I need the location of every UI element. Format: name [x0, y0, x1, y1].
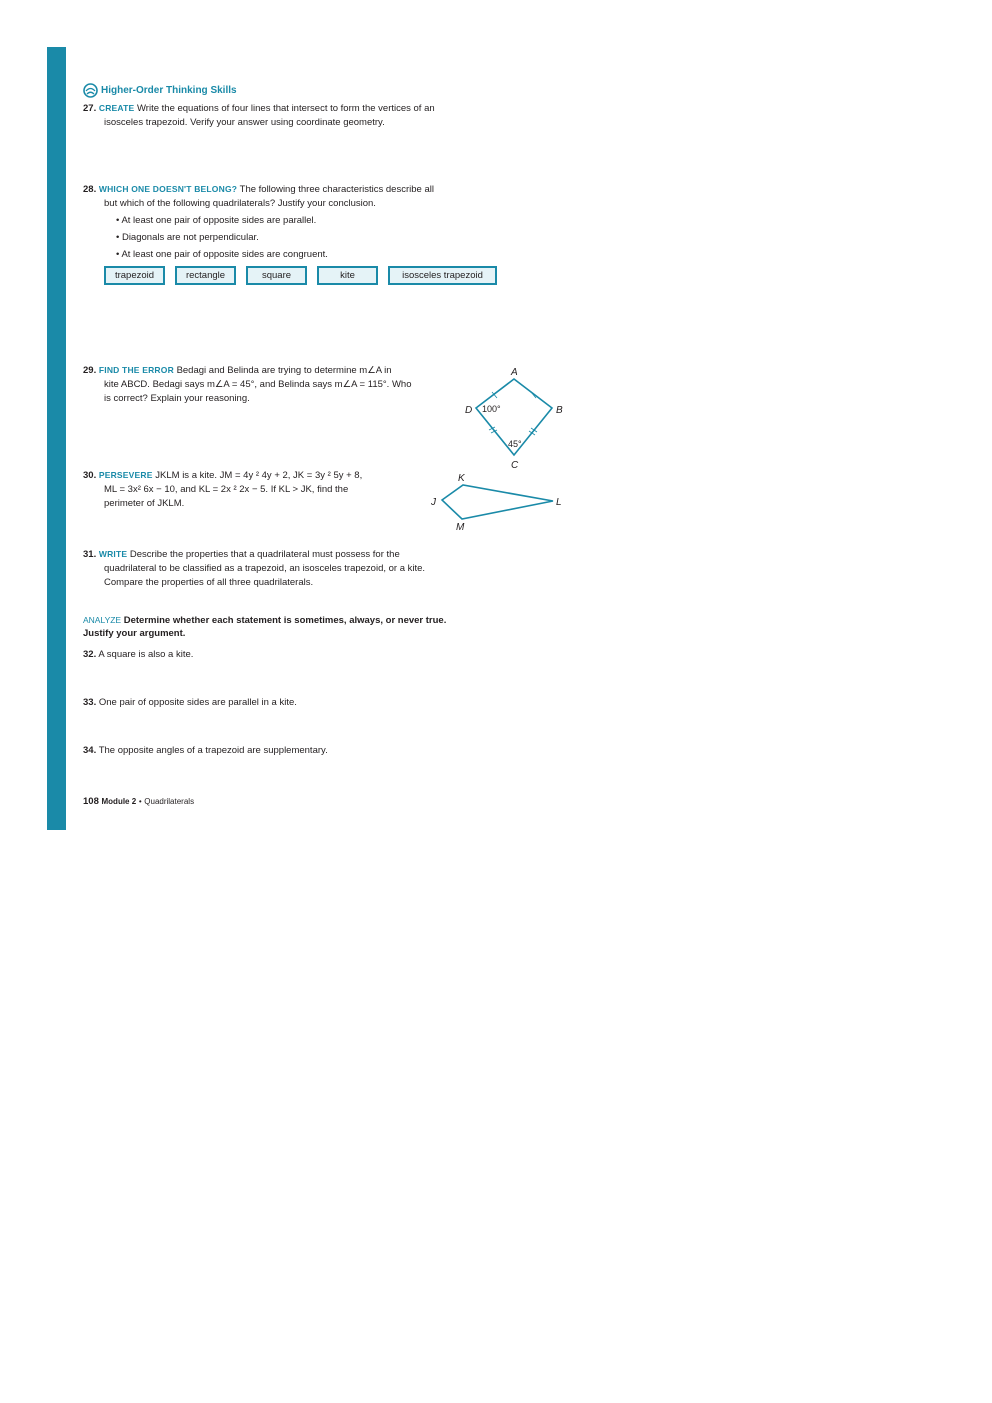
- kite-jklm-figure: [425, 470, 570, 536]
- vertex-c-label: C: [511, 460, 519, 471]
- question-text: is correct? Explain your reasoning.: [104, 393, 250, 404]
- question-number: 30.: [83, 470, 97, 481]
- question-27: [83, 101, 493, 130]
- question-text: JKLM is a kite. JM = 4y ² 4y + 2, JK = 3y ² 5y + 8,: [155, 470, 363, 481]
- question-text: One pair of opposite sides are parallel in a kite.: [98, 697, 297, 708]
- question-34: [83, 744, 493, 758]
- question-number: 34.: [83, 745, 97, 756]
- question-30: [83, 468, 443, 511]
- choice-trapezoid: trapezoid: [104, 266, 165, 285]
- question-text: A square is also a kite.: [98, 649, 194, 660]
- question-33: [83, 696, 493, 710]
- vertex-a-label: A: [511, 367, 518, 378]
- question-tag: WHICH ONE DOESN'T BELONG?: [98, 184, 238, 194]
- question-tag: FIND THE ERROR: [98, 365, 174, 375]
- kite-abcd-figure: [455, 362, 575, 474]
- brain-icon: [83, 83, 98, 98]
- list-item: • At least one pair of opposite sides are parallel.: [116, 215, 317, 226]
- list-item: • Diagonals are not perpendicular.: [116, 232, 259, 243]
- analyze-tag: ANALYZE: [83, 615, 122, 625]
- analyze-line-1: Determine whether each statement is sometimes, always, or never true.: [123, 615, 447, 626]
- analyze-instructions: [83, 614, 503, 640]
- question-tag: CREATE: [98, 103, 135, 113]
- question-text: The opposite angles of a trapezoid are supplementary.: [98, 745, 328, 756]
- hots-heading: [83, 83, 237, 98]
- vertex-j-label: J: [431, 497, 436, 508]
- question-text: Compare the properties of all three quadrilaterals.: [104, 577, 314, 588]
- question-text: ML = 3x² 6x − 10, and KL = 2x ² 2x − 5. If KL > JK, find the: [104, 484, 349, 495]
- angle-d-label: 100°: [482, 404, 501, 414]
- list-item: • At least one pair of opposite sides are congruent.: [116, 249, 328, 260]
- vertex-d-label: D: [465, 405, 473, 416]
- question-tag: WRITE: [98, 549, 128, 559]
- analyze-line-2: Justify your argument.: [83, 628, 186, 639]
- vertex-l-label: L: [556, 497, 562, 508]
- question-text: but which of the following quadrilaterals? Justify your conclusion.: [104, 198, 376, 209]
- question-text: Write the equations of four lines that intersect to form the vertices of an: [137, 103, 435, 114]
- question-number: 27.: [83, 103, 97, 114]
- question-32: [83, 648, 493, 662]
- characteristics-list: [116, 212, 328, 263]
- choice-square: square: [246, 266, 307, 285]
- question-29: [83, 363, 463, 406]
- question-text: Bedagi and Belinda are trying to determine m∠A in: [176, 365, 392, 376]
- question-31: [83, 547, 503, 590]
- topic-label: Quadrilaterals: [144, 797, 195, 806]
- page-footer: [83, 796, 194, 807]
- question-text: isosceles trapezoid. Verify your answer using coordinate geometry.: [104, 117, 385, 128]
- choice-kite: kite: [317, 266, 378, 285]
- choice-boxes: [104, 266, 497, 285]
- page-number: 108: [83, 796, 99, 807]
- choice-isosceles-trapezoid: isosceles trapezoid: [388, 266, 497, 285]
- question-text: The following three characteristics describe all: [239, 184, 434, 195]
- vertex-m-label: M: [456, 522, 465, 533]
- question-number: 32.: [83, 649, 97, 660]
- vertex-k-label: K: [458, 473, 465, 484]
- footer-separator: •: [138, 797, 142, 806]
- question-28: [83, 182, 493, 211]
- question-number: 29.: [83, 365, 97, 376]
- question-text: quadrilateral to be classified as a trapezoid, an isosceles trapezoid, or a kite.: [104, 563, 426, 574]
- choice-rectangle: rectangle: [175, 266, 236, 285]
- vertex-b-label: B: [556, 405, 563, 416]
- hots-title: Higher-Order Thinking Skills: [101, 85, 237, 96]
- question-number: 31.: [83, 549, 97, 560]
- question-text: perimeter of JKLM.: [104, 498, 185, 509]
- question-number: 28.: [83, 184, 97, 195]
- question-tag: PERSEVERE: [98, 470, 153, 480]
- sidebar-band: [47, 47, 66, 830]
- question-number: 33.: [83, 697, 97, 708]
- module-label: Module 2: [101, 797, 137, 806]
- question-text: Describe the properties that a quadrilateral must possess for the: [129, 549, 400, 560]
- angle-c-label: 45°: [508, 439, 522, 449]
- question-text: kite ABCD. Bedagi says m∠A = 45°, and Belinda says m∠A = 115°. Who: [104, 379, 412, 390]
